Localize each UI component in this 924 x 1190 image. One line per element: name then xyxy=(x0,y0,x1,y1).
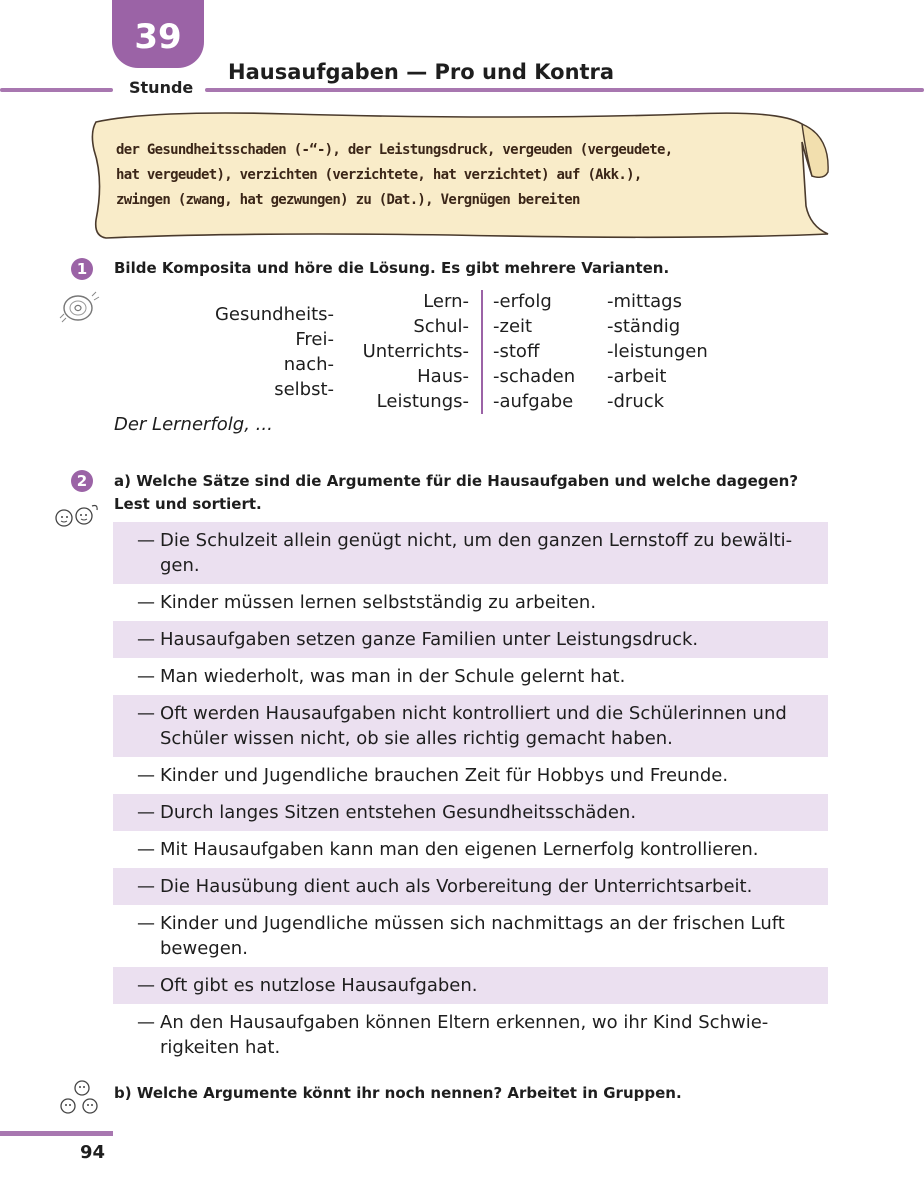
word-prefix: Gesundheits- xyxy=(214,304,334,325)
task-number-2: 2 xyxy=(71,470,93,492)
word-prefix: selbst- xyxy=(274,379,334,400)
vocabulary-line: hat vergeudet), verzichten (verzichtete, hat verzichtet) auf (Akk.), xyxy=(116,167,642,183)
word-column-c xyxy=(493,289,575,414)
task2-instruction-a-line: Lest und sortiert. xyxy=(114,495,262,513)
list-dash: — xyxy=(137,913,155,934)
word-prefix: Schul- xyxy=(413,316,469,337)
word-column-d xyxy=(607,289,708,414)
list-dash: — xyxy=(137,802,155,823)
argument-line: An den Hausaufgaben können Eltern erkennen, wo ihr Kind Schwie- xyxy=(160,1012,769,1033)
word-suffix: -leistungen xyxy=(607,341,708,362)
list-item xyxy=(113,522,828,584)
word-suffix: -mittags xyxy=(607,291,682,312)
vocabulary-line: der Gesundheitsschaden (-“-), der Leistungsdruck, vergeuden (vergeudete, xyxy=(116,142,673,158)
word-prefix: Leistungs- xyxy=(376,391,469,412)
list-dash: — xyxy=(137,703,155,724)
word-suffix: -ständig xyxy=(607,316,681,337)
lesson-number: 39 xyxy=(134,17,182,57)
header-rule-left xyxy=(0,88,113,92)
list-item xyxy=(113,621,828,658)
header-rule-right xyxy=(205,88,924,92)
task2-instruction-a-line: a) Welche Sätze sind die Argumente für die Hausaufgaben und welche dagegen? xyxy=(114,472,799,490)
vocabulary-text xyxy=(116,138,756,213)
list-item xyxy=(113,1004,828,1066)
task-number-1: 1 xyxy=(71,258,93,280)
word-prefix: Frei- xyxy=(295,329,334,350)
argument-line: bewegen. xyxy=(160,938,248,959)
list-dash: — xyxy=(137,876,155,897)
list-item xyxy=(113,967,828,1004)
word-column-b xyxy=(345,289,469,414)
argument-line: Mit Hausaufgaben kann man den eigenen Lernerfolg kontrollieren. xyxy=(160,839,759,860)
argument-line: Hausaufgaben setzen ganze Familien unter Leistungsdruck. xyxy=(160,629,699,650)
argument-line: Kinder und Jugendliche brauchen Zeit für Hobbys und Freunde. xyxy=(160,765,729,786)
argument-line: Durch langes Sitzen entstehen Gesundheitsschäden. xyxy=(160,802,637,823)
column-divider xyxy=(481,290,483,414)
argument-line: Oft gibt es nutzlose Hausaufgaben. xyxy=(160,975,478,996)
task1-example: Der Lernerfolg, ... xyxy=(114,414,273,435)
list-dash: — xyxy=(137,765,155,786)
page-title: Hausaufgaben — Pro und Kontra xyxy=(228,60,615,84)
argument-line: Oft werden Hausaufgaben nicht kontrolliert und die Schülerinnen und xyxy=(160,703,787,724)
list-dash: — xyxy=(137,629,155,650)
word-prefix: Unterrichts- xyxy=(362,341,469,362)
word-suffix: -aufgabe xyxy=(493,391,574,412)
argument-line: Kinder und Jugendliche müssen sich nachmittags an der frischen Luft xyxy=(160,913,785,934)
task2-instruction-b: b) Welche Argumente könnt ihr noch nennen? Arbeitet in Gruppen. xyxy=(114,1084,682,1102)
word-suffix: -arbeit xyxy=(607,366,667,387)
argument-line: Kinder müssen lernen selbstständig zu arbeiten. xyxy=(160,592,597,613)
page-number: 94 xyxy=(80,1142,106,1163)
vocabulary-line: zwingen (zwang, hat gezwungen) zu (Dat.), Vergnügen bereiten xyxy=(116,192,580,208)
list-dash: — xyxy=(137,592,155,613)
list-item xyxy=(113,905,828,967)
task1-instruction: Bilde Komposita und höre die Lösung. Es gibt mehrere Varianten. xyxy=(114,259,670,277)
list-item xyxy=(113,695,828,757)
argument-line: Die Hausübung dient auch als Vorbereitung der Unterrichtsarbeit. xyxy=(160,876,753,897)
argument-line: gen. xyxy=(160,555,200,576)
word-column-a xyxy=(200,302,334,402)
task2-instruction-a xyxy=(114,470,798,516)
argument-line: Schüler wissen nicht, ob sie alles richtig gemacht haben. xyxy=(160,728,673,749)
list-item xyxy=(113,658,828,695)
list-item xyxy=(113,868,828,905)
word-suffix: -schaden xyxy=(493,366,576,387)
list-dash: — xyxy=(137,975,155,996)
list-dash: — xyxy=(137,1012,155,1033)
list-dash: — xyxy=(137,666,155,687)
argument-line: Man wiederholt, was man in der Schule gelernt hat. xyxy=(160,666,626,687)
list-item xyxy=(113,757,828,794)
lesson-number-badge xyxy=(112,0,204,68)
word-suffix: -druck xyxy=(607,391,665,412)
word-suffix: -stoff xyxy=(493,341,540,362)
word-suffix: -erfolg xyxy=(493,291,552,312)
word-prefix: Haus- xyxy=(417,366,469,387)
list-item xyxy=(113,584,828,621)
lesson-label: Stunde xyxy=(129,78,194,97)
word-prefix: Lern- xyxy=(423,291,469,312)
list-dash: — xyxy=(137,530,155,551)
arguments-list xyxy=(113,522,828,1066)
argument-line: rigkeiten hat. xyxy=(160,1037,281,1058)
cd-icon[interactable] xyxy=(56,288,102,328)
word-suffix: -zeit xyxy=(493,316,533,337)
word-prefix: nach- xyxy=(283,354,334,375)
list-item xyxy=(113,831,828,868)
footer-rule xyxy=(0,1131,113,1136)
list-item xyxy=(113,794,828,831)
list-dash: — xyxy=(137,839,155,860)
pair-work-icon xyxy=(52,502,102,534)
argument-line: Die Schulzeit allein genügt nicht, um den ganzen Lernstoff zu bewälti- xyxy=(160,530,793,551)
group-work-icon xyxy=(56,1078,106,1122)
